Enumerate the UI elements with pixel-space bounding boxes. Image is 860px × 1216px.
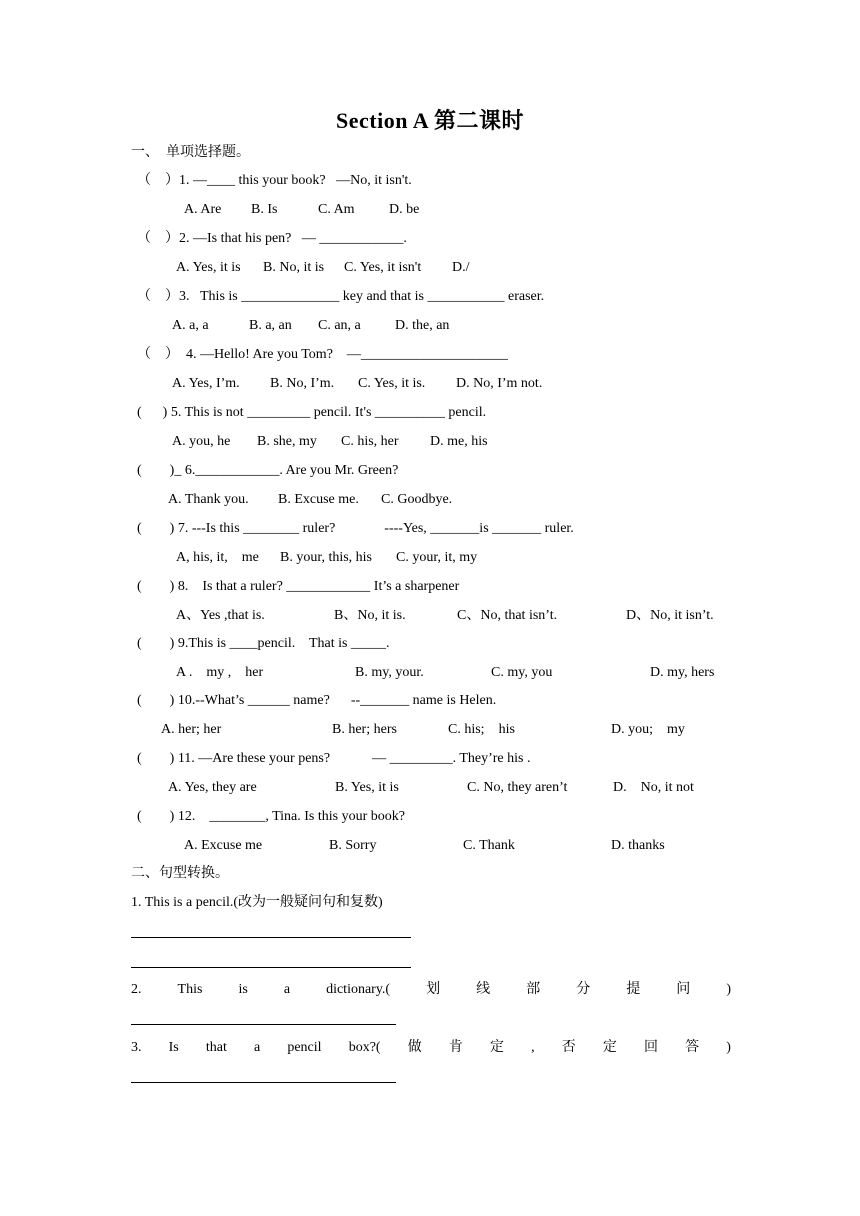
question-5-option-d: D. me, his — [430, 434, 488, 449]
answer-line-2 — [131, 967, 411, 968]
item-3-word: 肯 — [448, 1040, 463, 1055]
question-2-option-d: D./ — [452, 260, 470, 275]
question-5-option-c: C. his, her — [341, 434, 399, 449]
item-2-word: 分 — [576, 982, 591, 997]
item-3-word: 做 — [407, 1040, 422, 1055]
question-8-option-a: A、Yes ,that is. — [176, 608, 265, 623]
question-12-option-b: B. Sorry — [329, 838, 377, 853]
item-3-word: , — [531, 1040, 535, 1055]
part1-heading: 一、 单项选择题。 — [131, 145, 250, 160]
question-9-option-c: C. my, you — [491, 665, 553, 680]
question-11-option-d: D. No, it not — [613, 780, 694, 795]
item-2-word: a — [283, 982, 291, 997]
item-3-word: pencil — [287, 1040, 322, 1055]
question-11-option-c: C. No, they aren’t — [467, 780, 568, 795]
question-2-option-b: B. No, it is — [263, 260, 325, 275]
question-8-option-b: B、No, it is. — [334, 608, 406, 623]
question-12-option-d: D. thanks — [611, 838, 665, 853]
question-9-stem: ( ) 9.This is ____pencil. That is _____. — [137, 636, 390, 651]
item-2-word: 划 — [426, 982, 441, 997]
question-12-option-a: A. Excuse me — [184, 838, 263, 853]
question-4-option-b: B. No, I’m. — [270, 376, 335, 391]
question-3-option-c: C. an, a — [318, 318, 361, 333]
item-2-word: dictionary.( — [326, 982, 391, 997]
answer-line-3 — [131, 1024, 396, 1025]
question-9-option-a: A . my , her — [176, 665, 264, 680]
question-4-option-c: C. Yes, it is. — [358, 376, 426, 391]
question-12-stem: ( ) 12. ________, Tina. Is this your book? — [137, 809, 405, 824]
question-8-option-c: C、No, that isn’t. — [457, 608, 558, 623]
question-1-stem: （ ）1. —____ this your book? —No, it isn't. — [137, 173, 412, 188]
question-7-option-c: C. your, it, my — [396, 550, 478, 565]
question-7-stem: ( ) 7. ---Is this ________ ruler? ----Yes, _______is _______ ruler. — [137, 521, 574, 536]
item-2-word: ) — [726, 982, 731, 997]
item-2-word: 线 — [476, 982, 491, 997]
item-3-word: that — [205, 1040, 227, 1055]
item-2-word: 提 — [626, 982, 641, 997]
worksheet-title: Section A 第二课时 — [336, 108, 524, 133]
item-3-word: box?( — [348, 1040, 381, 1055]
question-3-stem: （ ）3. This is ______________ key and that is ___________ eraser. — [137, 289, 545, 304]
item-3-word: 否 — [561, 1040, 576, 1055]
part2-item-3 — [131, 1039, 731, 1057]
question-4-option-a: A. Yes, I’m. — [172, 376, 240, 391]
question-8-stem: ( ) 8. Is that a ruler? ____________ It’s a sharpener — [137, 579, 460, 594]
question-4-stem: （ ） 4. —Hello! Are you Tom? —_____________________ — [137, 347, 508, 362]
question-11-stem: ( ) 11. —Are these your pens? — _________. They’re his . — [137, 751, 531, 766]
item-2-word: 问 — [676, 982, 691, 997]
question-2-stem: （ ）2. —Is that his pen? — ____________. — [137, 231, 407, 246]
question-5-option-b: B. she, my — [257, 434, 317, 449]
item-2-word: This — [177, 982, 203, 997]
answer-line-4 — [131, 1082, 396, 1083]
question-3-option-d: D. the, an — [395, 318, 450, 333]
item-3-word: 3. — [131, 1040, 142, 1055]
question-11-option-b: B. Yes, it is — [335, 780, 399, 795]
part2-heading: 二、句型转换。 — [131, 866, 229, 881]
question-9-option-d: D. my, hers — [650, 665, 715, 680]
item-2-word: 2. — [131, 982, 142, 997]
question-7-option-b: B. your, this, his — [280, 550, 373, 565]
question-11-option-a: A. Yes, they are — [168, 780, 257, 795]
question-1-option-a: A. Are — [184, 202, 222, 217]
answer-line-1 — [131, 937, 411, 938]
item-3-word: ) — [726, 1040, 731, 1055]
question-10-option-b: B. her; hers — [332, 722, 397, 737]
question-2-option-a: A. Yes, it is — [176, 260, 241, 275]
question-1-option-b: B. Is — [251, 202, 278, 217]
question-1-option-d: D. be — [389, 202, 420, 217]
item-3-word: Is — [168, 1040, 179, 1055]
question-3-option-b: B. a, an — [249, 318, 292, 333]
question-2-option-c: C. Yes, it isn't — [344, 260, 422, 275]
item-2-word: is — [238, 982, 248, 997]
item-3-word: 回 — [643, 1040, 658, 1055]
item-3-word: 答 — [685, 1040, 700, 1055]
question-10-option-a: A. her; her — [161, 722, 222, 737]
item-2-word: 部 — [526, 982, 541, 997]
item-3-word: 定 — [602, 1040, 617, 1055]
question-5-stem: ( ) 5. This is not _________ pencil. It's __________ pencil. — [137, 405, 487, 420]
question-10-option-c: C. his; his — [448, 722, 515, 737]
question-1-option-c: C. Am — [318, 202, 355, 217]
question-3-option-a: A. a, a — [172, 318, 209, 333]
question-6-option-b: B. Excuse me. — [278, 492, 359, 507]
question-6-option-a: A. Thank you. — [168, 492, 249, 507]
item-3-word: 定 — [489, 1040, 504, 1055]
question-4-option-d: D. No, I’m not. — [456, 376, 543, 391]
question-7-option-a: A, his, it, me — [176, 550, 259, 565]
item-3-word: a — [254, 1040, 261, 1055]
question-6-stem: ( )_ 6.____________. Are you Mr. Green? — [137, 463, 399, 478]
question-9-option-b: B. my, your. — [355, 665, 424, 680]
question-5-option-a: A. you, he — [172, 434, 231, 449]
question-10-stem: ( ) 10.--What’s ______ name? --_______ name is Helen. — [137, 693, 497, 708]
question-6-option-c: C. Goodbye. — [381, 492, 453, 507]
part2-item-1: 1. This is a pencil.(改为一般疑问句和复数) — [131, 895, 383, 910]
question-8-option-d: D、No, it isn’t. — [626, 608, 714, 623]
question-12-option-c: C. Thank — [463, 838, 515, 853]
question-10-option-d: D. you; my — [611, 722, 685, 737]
part2-item-2 — [131, 981, 731, 999]
